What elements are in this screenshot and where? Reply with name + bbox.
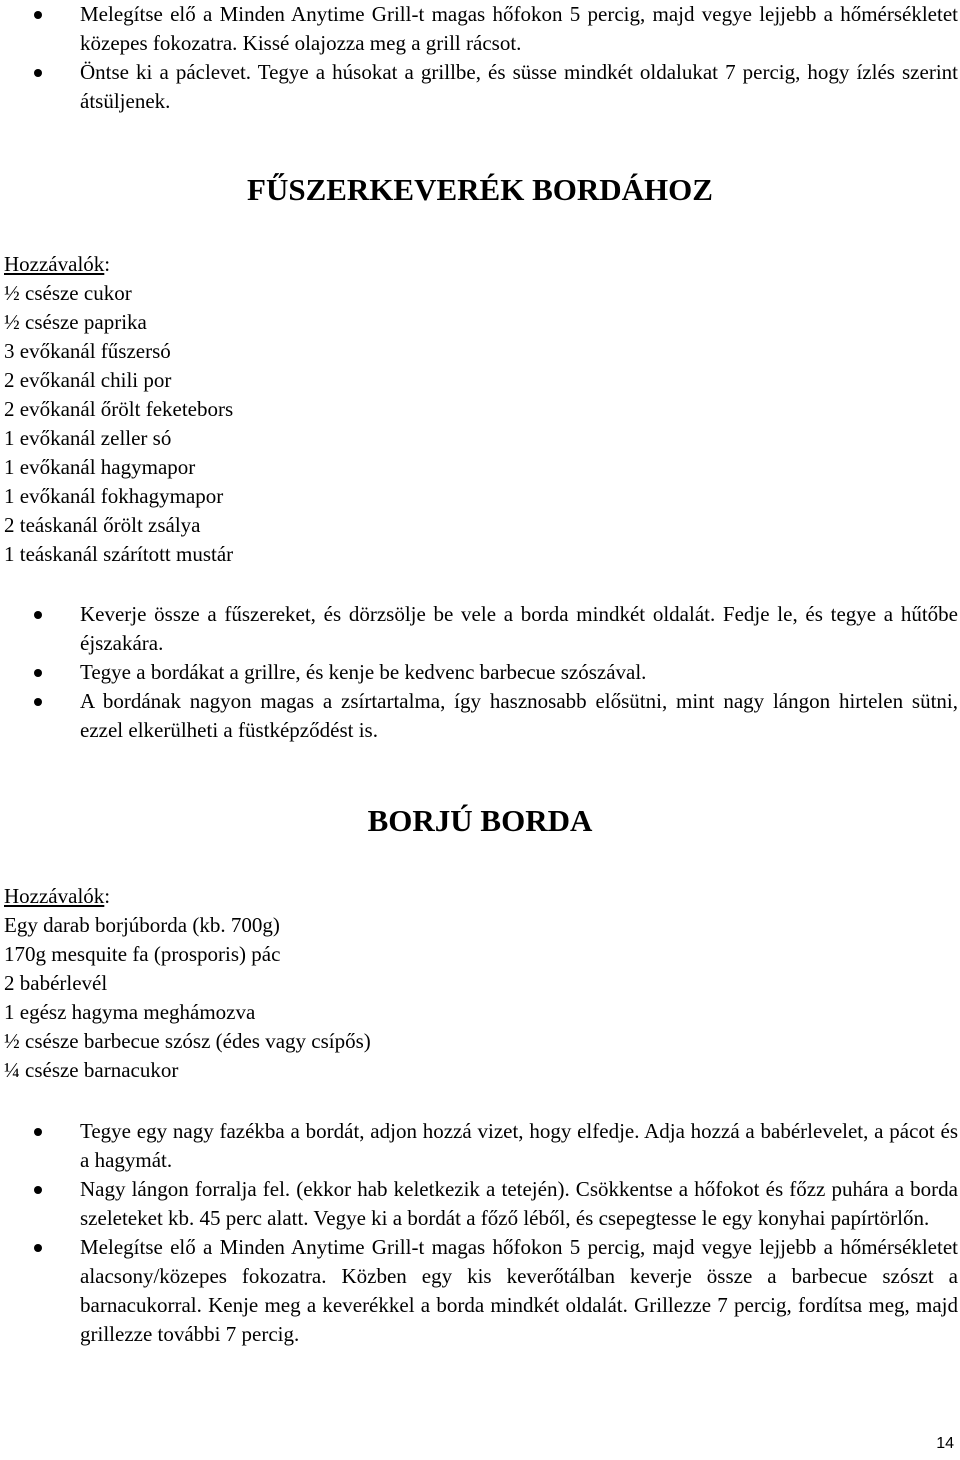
ingredients-colon: : [104, 884, 111, 908]
ingredient-item: 1 evőkanál fokhagymapor [4, 484, 224, 508]
bullet-icon [34, 611, 42, 619]
ingredients-colon: : [104, 252, 111, 276]
step-text: Keverje össze a fűszereket, és dörzsölje be vele a borda mindkét oldalát. Fedje le, és tegye a hűtőbe éjszakára. [80, 602, 958, 655]
ingredient-item: 2 babérlevél [4, 971, 108, 995]
list-item [0, 1117, 958, 1175]
recipe-title [0, 172, 960, 208]
ingredient-item: 2 teáskanál őrölt zsálya [4, 513, 201, 537]
list-item [0, 658, 958, 687]
page-number: 14 [936, 1435, 954, 1452]
bullet-icon [34, 1244, 42, 1252]
ingredient-item: 2 evőkanál őrölt feketebors [4, 397, 234, 421]
recipe-title-text: BORJÚ BORDA [367, 803, 593, 838]
ingredient-item: 1 evőkanál zeller só [4, 426, 172, 450]
list-item [0, 600, 958, 658]
ingredient-item: 2 evőkanál chili por [4, 368, 172, 392]
list-item [0, 1175, 958, 1233]
ingredient-item: 1 teáskanál szárított mustár [4, 542, 234, 566]
recipe-title-text: FŰSZERKEVERÉK BORDÁHOZ [247, 172, 713, 207]
bullet-icon [34, 1186, 42, 1194]
ingredient-item: 3 evőkanál fűszersó [4, 339, 171, 363]
step-text: A bordának nagyon magas a zsírtartalma, így hasznosabb elősütni, mint nagy lángon hirtelen sütni, ezzel elkerülheti a füstképződést is. [80, 689, 958, 742]
ingredient-list [4, 279, 233, 569]
step-text: Melegítse elő a Minden Anytime Grill-t magas hőfokon 5 percig, majd vegye lejjebb a hőmérsékletet közepes fokozatra. Kissé olajozza meg a grill rácsot. [80, 2, 958, 55]
step-list [0, 1117, 958, 1349]
list-item [0, 58, 958, 116]
bullet-icon [34, 69, 42, 77]
step-text: Melegítse elő a Minden Anytime Grill-t magas hőfokon 5 percig, majd vegye lejjebb a hőmérsékletet alacsony/közepes fokozatra. Közben egy kis keverőtálban keverje össze a barbecue szószt a barnacukorral. Kenje meg a keverékkel a borda mindkét oldalát. Grillezze 7 percig, fordítsa meg, majd grillezze további 7 percig. [80, 1235, 958, 1346]
ingredient-item: 1 egész hagyma meghámozva [4, 1000, 256, 1024]
ingredients-heading [4, 882, 110, 911]
list-item [0, 0, 958, 58]
ingredients-label: Hozzávalók [4, 884, 105, 908]
bullet-icon [34, 698, 42, 706]
ingredient-list [4, 911, 371, 1085]
list-item [0, 1233, 958, 1349]
step-text: Tegye a bordákat a grillre, és kenje be kedvenc barbecue szószával. [80, 660, 647, 684]
step-text: Nagy lángon forralja fel. (ekkor hab keletkezik a tetején). Csökkentse a hőfokot és főzz puhára a borda szeleteket kb. 45 perc alatt. Vegye ki a bordát a főző léből, és csepegtesse le egy konyhai papírtörlőn. [80, 1177, 958, 1230]
ingredients-heading [4, 250, 110, 279]
step-text: Öntse ki a páclevet. Tegye a húsokat a grillbe, és süsse mindkét oldalukat 7 percig, hogy ízlés szerint átsüljenek. [80, 60, 958, 113]
ingredient-item: ½ csésze barbecue szósz (édes vagy csípős) [4, 1029, 371, 1053]
step-list [0, 600, 958, 745]
list-item [0, 687, 958, 745]
bullet-icon [34, 11, 42, 19]
ingredients-label: Hozzávalók [4, 252, 105, 276]
recipe-title [0, 803, 960, 839]
ingredient-item: ¼ csésze barnacukor [4, 1058, 179, 1082]
ingredient-item: ½ csésze cukor [4, 281, 132, 305]
ingredient-item: ½ csésze paprika [4, 310, 147, 334]
step-text: Tegye egy nagy fazékba a bordát, adjon hozzá vizet, hogy elfedje. Adja hozzá a babérlevelet, a pácot és a hagymát. [80, 1119, 958, 1172]
ingredient-item: 1 evőkanál hagymapor [4, 455, 196, 479]
intro-step-list [0, 0, 958, 116]
bullet-icon [34, 1128, 42, 1136]
ingredient-item: Egy darab borjúborda (kb. 700g) [4, 913, 280, 937]
ingredient-item: 170g mesquite fa (prosporis) pác [4, 942, 281, 966]
bullet-icon [34, 669, 42, 677]
